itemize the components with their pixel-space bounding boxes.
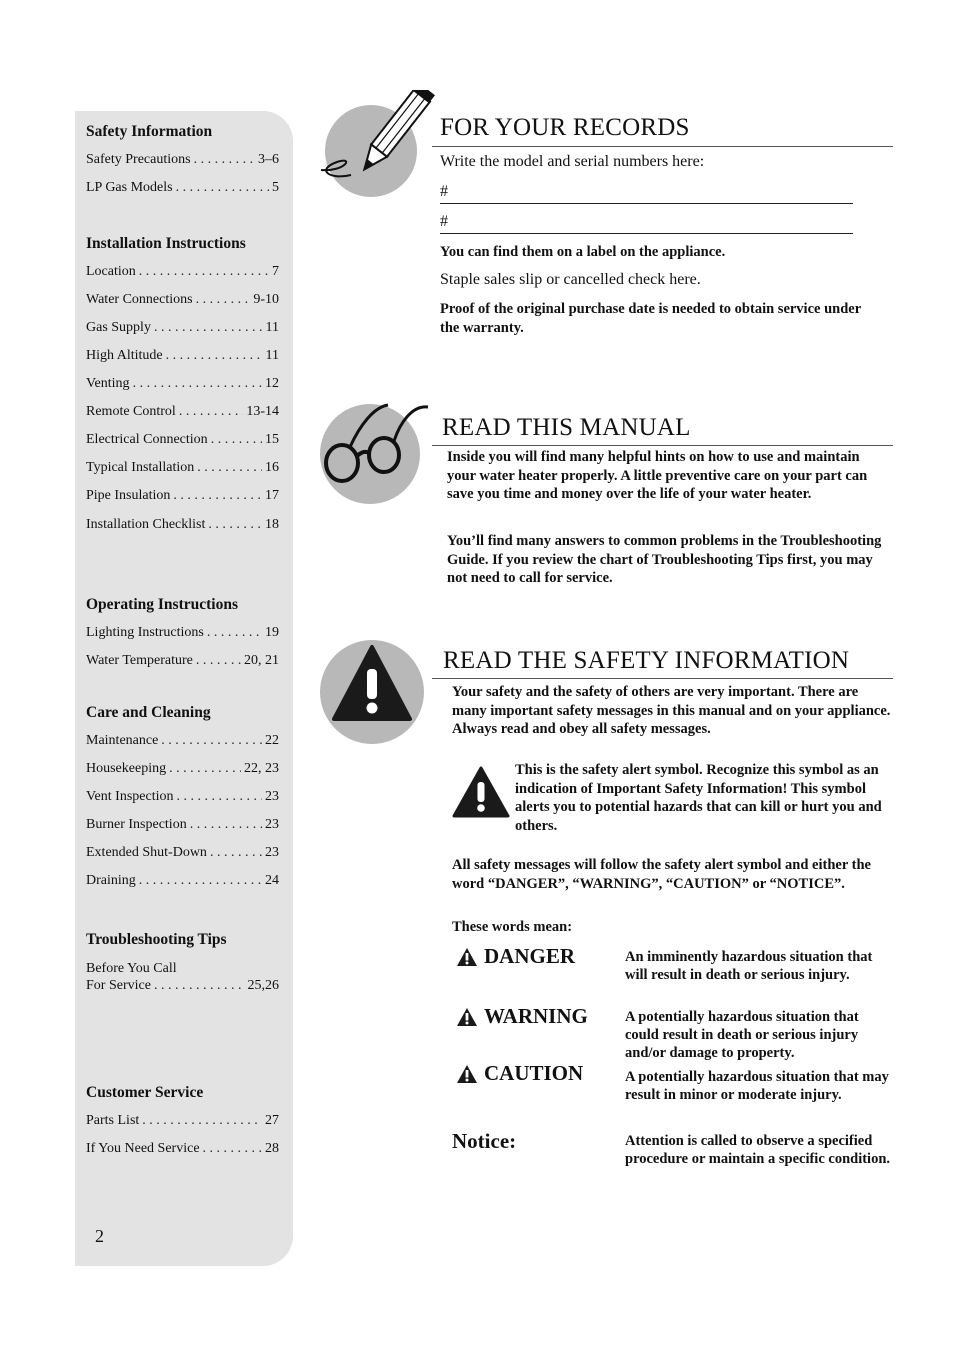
- toc-entry-electrical-connection[interactable]: [86, 432, 279, 448]
- toc-entry-label: High Altitude: [86, 348, 163, 363]
- toc-entry-before-you-call-line1[interactable]: Before You Call: [86, 961, 177, 976]
- toc-entry-high-altitude[interactable]: [86, 348, 279, 364]
- manual-paragraph-2: You’ll find many answers to common problems in the Troubleshooting Guide. If you review the chart of Troubleshooting Tips first, you may not need to call for service.: [447, 533, 882, 586]
- toc-entry-page: 5: [272, 180, 279, 195]
- toc-heading-care-and-cleaning: Care and Cleaning: [86, 704, 211, 721]
- toc-entry-safety-precautions[interactable]: [86, 152, 279, 168]
- toc-entry-page: 23: [265, 789, 279, 804]
- toc-entry-page: 12: [265, 376, 279, 391]
- records-proof-note: Proof of the original purchase date is needed to obtain service under the warranty.: [440, 301, 861, 336]
- toc-entry-lp-gas-models[interactable]: [86, 180, 279, 196]
- toc-entry-label: Electrical Connection: [86, 432, 208, 447]
- toc-entry-page: 28: [265, 1141, 279, 1156]
- eyeglasses-icon: [320, 395, 440, 495]
- toc-entry-page: 17: [265, 488, 279, 503]
- toc-entry-location[interactable]: [86, 264, 279, 280]
- records-title: FOR YOUR RECORDS: [440, 114, 690, 141]
- toc-entry-label: Water Connections: [86, 292, 193, 307]
- warning-definition: A potentially hazardous situation that could result in death or serious injury and/or damage to property.: [625, 1009, 859, 1061]
- caution-label: [456, 1061, 583, 1086]
- caution-alert-icon: [456, 1064, 478, 1084]
- toc-entry-burner-inspection[interactable]: [86, 817, 279, 833]
- manual-title-rule: [432, 445, 893, 446]
- toc-entry-parts-list[interactable]: [86, 1113, 279, 1129]
- toc-entry-label: Lighting Instructions: [86, 625, 204, 640]
- warning-icon: [330, 643, 414, 723]
- toc-entry-page: 18: [265, 517, 279, 532]
- toc-entry-installation-checklist[interactable]: [86, 517, 279, 533]
- safety-alert-symbol-icon: [452, 766, 510, 818]
- toc-entry-label: Water Temperature: [86, 653, 193, 668]
- toc-entry-label: LP Gas Models: [86, 180, 173, 195]
- toc-entry-label: Parts List: [86, 1113, 140, 1128]
- toc-entry-page: 11: [265, 348, 279, 363]
- caution-definition: A potentially hazardous situation that may result in minor or moderate injury.: [625, 1069, 889, 1103]
- toc-heading-installation-instructions: Installation Instructions: [86, 235, 246, 252]
- toc-entry-page: 22, 23: [244, 761, 279, 776]
- toc-entry-page: 7: [272, 264, 279, 279]
- toc-entry-label: Venting: [86, 376, 130, 391]
- safety-intro: Your safety and the safety of others are very important. There are many important safety messages in this manual and on your appliance. Always read and obey all safety messages.: [452, 684, 891, 737]
- toc-entry-gas-supply[interactable]: [86, 320, 279, 336]
- toc-entry-page: 20, 21: [244, 653, 279, 668]
- pencil-icon: [315, 90, 435, 190]
- toc-entry-pipe-insulation[interactable]: [86, 488, 279, 504]
- toc-entry-label: For Service: [86, 978, 151, 993]
- toc-entry-label: Gas Supply: [86, 320, 151, 335]
- warning-word: WARNING: [484, 1004, 588, 1028]
- toc-entry-water-connections[interactable]: [86, 292, 279, 308]
- toc-heading-troubleshooting-tips: Troubleshooting Tips: [86, 931, 227, 948]
- toc-entry-water-temperature[interactable]: [86, 653, 279, 669]
- toc-entry-remote-control[interactable]: [86, 404, 279, 420]
- toc-heading-operating-instructions: Operating Instructions: [86, 596, 238, 613]
- toc-entry-label: Burner Inspection: [86, 817, 187, 832]
- toc-entry-page: 11: [265, 320, 279, 335]
- notice-label: [452, 1129, 516, 1154]
- toc-entry-draining[interactable]: [86, 873, 279, 889]
- records-label-note: You can find them on a label on the appliance.: [440, 244, 726, 260]
- caution-word: CAUTION: [484, 1061, 584, 1085]
- warning-alert-icon: [456, 1007, 478, 1027]
- manual-paragraph-1: Inside you will find many helpful hints on how to use and maintain your water heater properly. A little preventive care on your part can save you time and money over the life of your water heater.: [447, 449, 868, 502]
- safety-follow-text: All safety messages will follow the safety alert symbol and either the word “DANGER”, “WARNING”, “CAUTION” or “NOTICE”.: [452, 857, 871, 892]
- page-number: 2: [95, 1226, 104, 1246]
- manual-title: READ THIS MANUAL: [442, 414, 691, 441]
- warning-label: [456, 1004, 588, 1029]
- safety-title-rule: [432, 678, 893, 679]
- toc-entry-label: Housekeeping: [86, 761, 167, 776]
- records-instruction: Write the model and serial numbers here:: [440, 153, 705, 170]
- notice-word: Notice:: [452, 1129, 517, 1153]
- toc-entry-housekeeping[interactable]: [86, 761, 279, 777]
- notice-definition: Attention is called to observe a specified procedure or maintain a specific condition.: [625, 1133, 891, 1167]
- toc-entry-page: 24: [265, 873, 279, 888]
- toc-entry-label: Maintenance: [86, 733, 159, 748]
- safety-title: READ THE SAFETY INFORMATION: [443, 647, 850, 674]
- toc-entry-extended-shut-down[interactable]: [86, 845, 279, 861]
- toc-entry-label: Vent Inspection: [86, 789, 174, 804]
- safety-alert-description: This is the safety alert symbol. Recognize this symbol as an indication of Important Safety Information! This symbol alerts you to potential hazards that can kill or hurt you and others.: [515, 762, 882, 834]
- toc-entry-page: 13-14: [246, 404, 279, 419]
- toc-entry-for-service[interactable]: [86, 978, 279, 994]
- toc-entry-page: 19: [265, 625, 279, 640]
- toc-entry-page: 15: [265, 432, 279, 447]
- toc-entry-page: 27: [265, 1113, 279, 1128]
- serial-number-field[interactable]: [440, 213, 853, 234]
- danger-definition: An imminently hazardous situation that will result in death or serious injury.: [625, 949, 873, 983]
- toc-entry-page: 3–6: [258, 152, 279, 167]
- toc-entry-label: Pipe Insulation: [86, 488, 171, 503]
- toc-entry-page: 23: [265, 845, 279, 860]
- toc-entry-page: 23: [265, 817, 279, 832]
- toc-entry-label: Draining: [86, 873, 136, 888]
- serial-number-prefix: #: [440, 213, 448, 230]
- model-number-field[interactable]: [440, 183, 853, 204]
- toc-entry-label: Extended Shut-Down: [86, 845, 207, 860]
- danger-alert-icon: [456, 947, 478, 967]
- toc-entry-vent-inspection[interactable]: [86, 789, 279, 805]
- toc-entry-typical-installation[interactable]: [86, 460, 279, 476]
- records-staple-note: Staple sales slip or cancelled check here.: [440, 271, 701, 288]
- toc-entry-label: Typical Installation: [86, 460, 195, 475]
- toc-entry-label: Location: [86, 264, 136, 279]
- records-title-rule: [432, 146, 893, 147]
- toc-entry-page: 16: [265, 460, 279, 475]
- toc-entry-page: 25,26: [247, 978, 279, 993]
- toc-entry-page: 9-10: [253, 292, 279, 307]
- toc-heading-safety-information: Safety Information: [86, 123, 213, 140]
- danger-label: [456, 944, 575, 969]
- toc-entry-label: Remote Control: [86, 404, 176, 419]
- toc-entry-page: 22: [265, 733, 279, 748]
- toc-entry-venting[interactable]: [86, 376, 279, 392]
- toc-entry-if-you-need-service[interactable]: [86, 1141, 279, 1157]
- toc-heading-customer-service: Customer Service: [86, 1084, 204, 1101]
- safety-words-mean: These words mean:: [452, 919, 573, 935]
- model-number-prefix: #: [440, 183, 448, 200]
- toc-entry-lighting-instructions[interactable]: [86, 625, 279, 641]
- toc-entry-label: If You Need Service: [86, 1141, 200, 1156]
- danger-word: DANGER: [484, 944, 576, 968]
- toc-entry-label: Safety Precautions: [86, 152, 191, 167]
- toc-entry-maintenance[interactable]: [86, 733, 279, 749]
- toc-entry-label: Installation Checklist: [86, 517, 206, 532]
